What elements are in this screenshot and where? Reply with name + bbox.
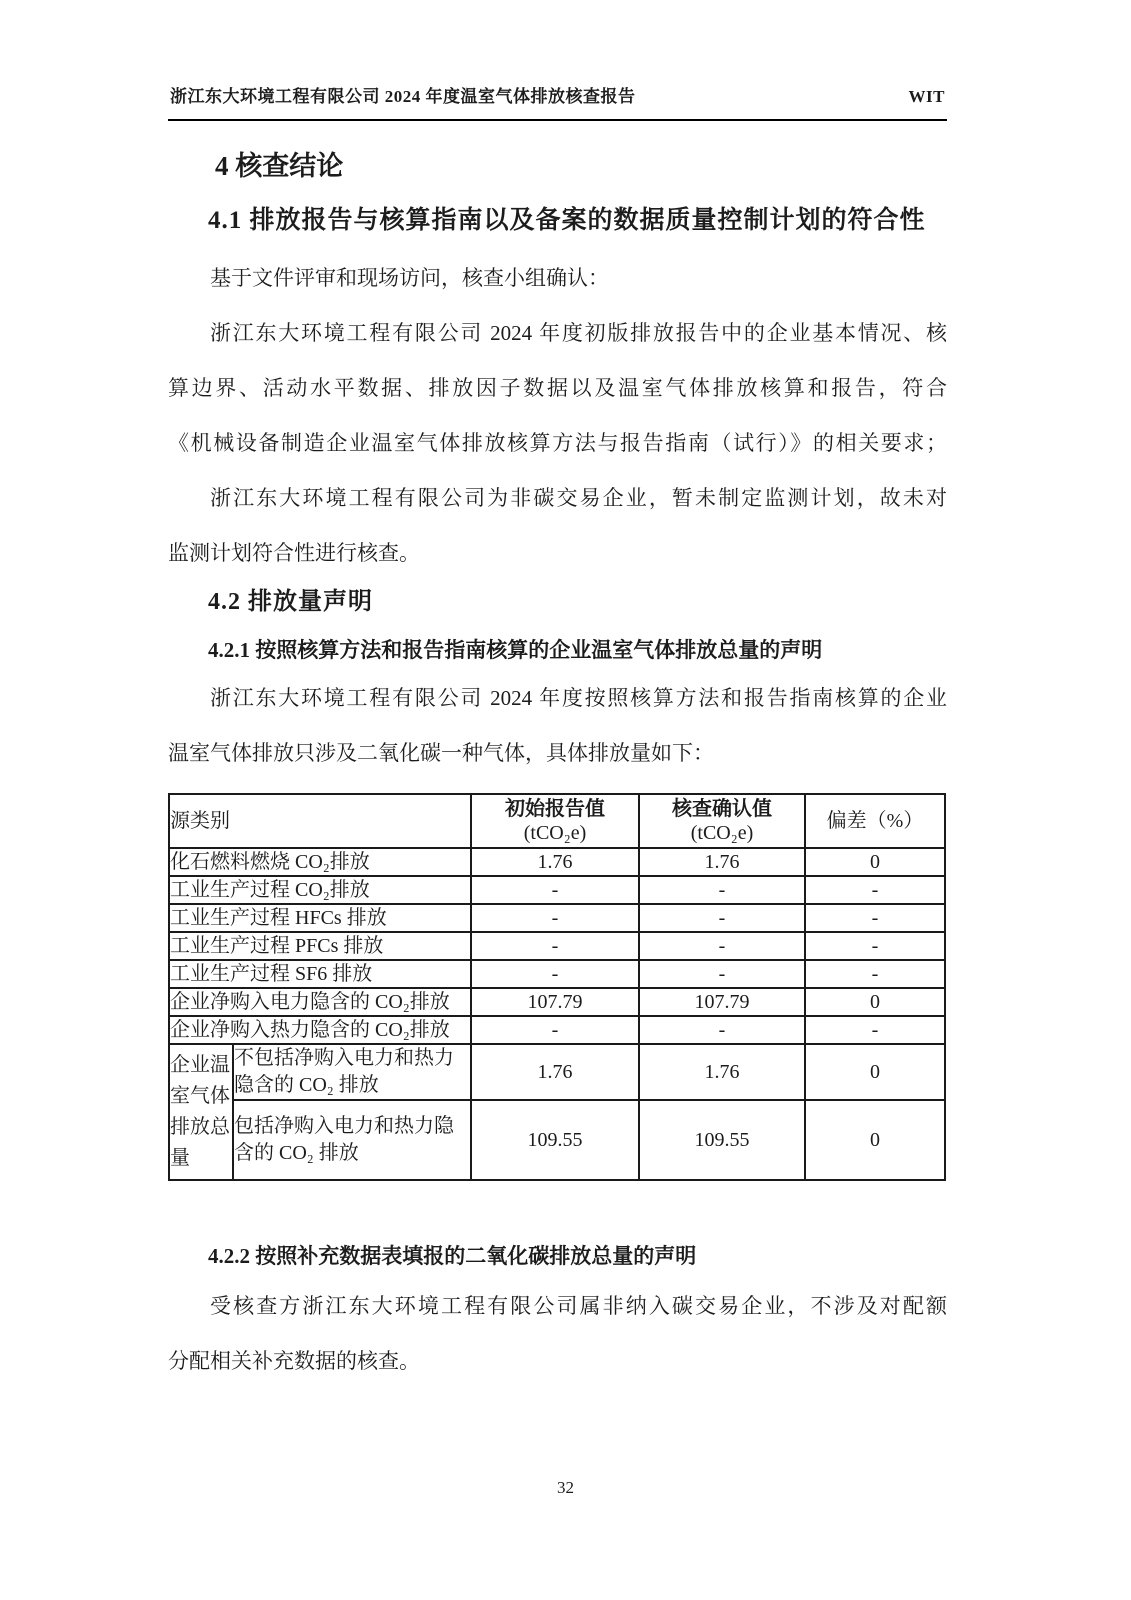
section-heading-4-1: 4.1 排放报告与核算指南以及备案的数据质量控制计划的符合性 — [208, 207, 926, 234]
paragraph-line: 监测计划符合性进行核查。 — [168, 541, 420, 565]
table-row — [169, 960, 945, 988]
col-header-verified-unit: (tCO₂e) — [690, 822, 754, 844]
header-report-title: 浙江东大环境工程有限公司 2024 年度温室气体排放核查报告 — [170, 87, 636, 106]
initial-value: 107.79 — [471, 988, 639, 1016]
verified-value: - — [639, 876, 805, 904]
document-body — [168, 78, 947, 1389]
paragraph-line: 《机械设备制造企业温室气体排放核算方法与报告指南（试行）》的相关要求； — [168, 431, 947, 455]
verified-value: 1.76 — [639, 848, 805, 876]
table-row — [169, 876, 945, 904]
initial-value: - — [471, 932, 639, 960]
paragraph-line: 受核查方浙江东大环境工程有限公司属非纳入碳交易企业，不涉及对配额 — [210, 1294, 947, 1318]
row-label: 不包括净购入电力和热力隐含的 CO₂ 排放 — [233, 1044, 471, 1100]
initial-value: - — [471, 1016, 639, 1044]
table-row — [169, 988, 945, 1016]
row-label: 工业生产过程 SF6 排放 — [169, 960, 471, 988]
table-header-row — [169, 794, 945, 848]
row-label: 企业净购入热力隐含的 CO₂排放 — [169, 1016, 471, 1044]
deviation-value: - — [805, 904, 945, 932]
verified-value: 1.76 — [639, 1044, 805, 1100]
deviation-value: - — [805, 960, 945, 988]
initial-value: 1.76 — [471, 1044, 639, 1100]
table-row — [169, 904, 945, 932]
deviation-value: 0 — [805, 1044, 945, 1100]
col-header-initial-title: 初始报告值 — [505, 798, 605, 820]
col-header-verified-title: 核查确认值 — [672, 798, 772, 820]
paragraph-line: 分配相关补充数据的核查。 — [168, 1349, 420, 1373]
row-label: 工业生产过程 PFCs 排放 — [169, 932, 471, 960]
deviation-value: 0 — [805, 848, 945, 876]
col-header-deviation: 偏差（%） — [805, 794, 945, 848]
initial-value: - — [471, 960, 639, 988]
emissions-table — [168, 793, 946, 1181]
page-number: 32 — [557, 1478, 574, 1497]
section-4-2-2-text — [168, 1279, 947, 1389]
section-heading-4: 4 核查结论 — [215, 151, 344, 181]
verified-value: - — [639, 932, 805, 960]
verified-value: 109.55 — [639, 1100, 805, 1180]
verified-value: - — [639, 960, 805, 988]
verified-value: - — [639, 1016, 805, 1044]
table-row — [169, 1016, 945, 1044]
initial-value: - — [471, 904, 639, 932]
table-row — [169, 848, 945, 876]
paragraph-line: 算边界、活动水平数据、排放因子数据以及温室气体排放核算和报告，符合 — [168, 376, 947, 400]
row-label: 包括净购入电力和热力隐含的 CO₂ 排放 — [233, 1100, 471, 1180]
total-group-label: 企业温室气体排放总量 — [169, 1044, 233, 1180]
deviation-value: - — [805, 1016, 945, 1044]
deviation-value: - — [805, 876, 945, 904]
section-heading-4-2: 4.2 排放量声明 — [208, 589, 373, 615]
table-row-total-incl — [169, 1100, 945, 1180]
col-header-source: 源类别 — [169, 794, 471, 848]
row-label: 化石燃料燃烧 CO₂排放 — [169, 848, 471, 876]
verified-value: - — [639, 904, 805, 932]
section-heading-4-2-1: 4.2.1 按照核算方法和报告指南核算的企业温室气体排放总量的声明 — [208, 638, 823, 662]
header-logo-text: WIT — [908, 87, 945, 106]
paragraph-line: 浙江东大环境工程有限公司 2024 年度按照核算方法和报告指南核算的企业 — [210, 686, 947, 710]
paragraph-line: 基于文件评审和现场访问，核查小组确认： — [210, 266, 609, 290]
section-heading-4-2-2: 4.2.2 按照补充数据表填报的二氧化碳排放总量的声明 — [208, 1244, 697, 1268]
page-header — [168, 78, 947, 121]
deviation-value: 0 — [805, 988, 945, 1016]
col-header-initial-unit: (tCO₂e) — [523, 822, 587, 844]
deviation-value: - — [805, 932, 945, 960]
initial-value: 109.55 — [471, 1100, 639, 1180]
paragraph-line: 温室气体排放只涉及二氧化碳一种气体，具体排放量如下： — [168, 741, 714, 765]
initial-value: 1.76 — [471, 848, 639, 876]
section-4-1-text — [168, 251, 947, 581]
paragraph-line: 浙江东大环境工程有限公司为非碳交易企业，暂未制定监测计划，故未对 — [210, 486, 947, 510]
verified-value: 107.79 — [639, 988, 805, 1016]
row-label: 企业净购入电力隐含的 CO₂排放 — [169, 988, 471, 1016]
table-row-total-excl — [169, 1044, 945, 1100]
paragraph-line: 浙江东大环境工程有限公司 2024 年度初版排放报告中的企业基本情况、核 — [210, 321, 947, 345]
col-header-verified — [639, 794, 805, 848]
row-label: 工业生产过程 CO₂排放 — [169, 876, 471, 904]
section-4-2-1-text — [168, 671, 947, 781]
deviation-value: 0 — [805, 1100, 945, 1180]
initial-value: - — [471, 876, 639, 904]
col-header-initial — [471, 794, 639, 848]
row-label: 工业生产过程 HFCs 排放 — [169, 904, 471, 932]
table-row — [169, 932, 945, 960]
